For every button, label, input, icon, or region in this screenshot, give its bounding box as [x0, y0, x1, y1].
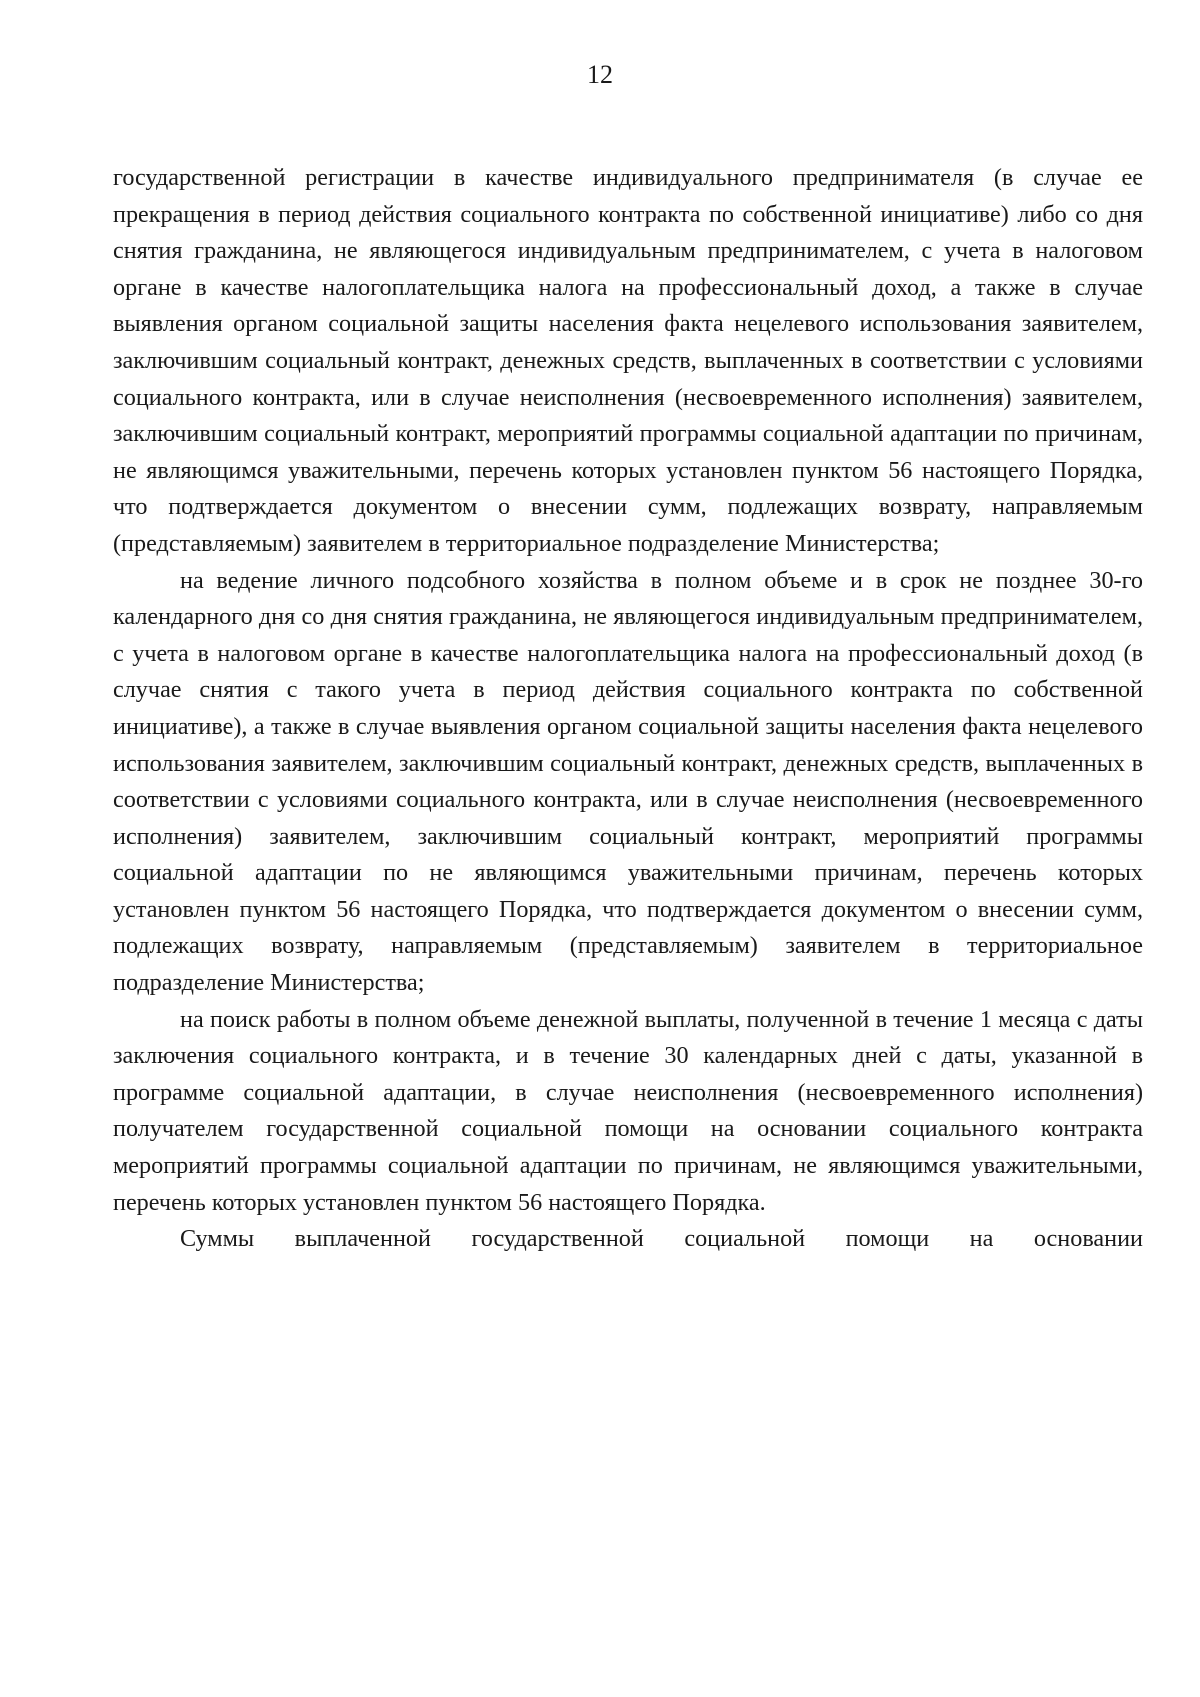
paragraph-personal-farming: на ведение личного подсобного хозяйства в полном объеме и в срок не позднее 30-го календарного дня со дня снятия гражданина, не являющегося индивидуальным предпринимателем, с учета в налоговом органе в качестве налогоплательщика налога на профессиональный доход (в случае снятия с такого учета в период действия социального контракта по собственной инициативе), а также в случае выявления органом социальной защиты населения факта нецелевого использования заявителем, заключившим социальный контракт, денежных средств, выплаченных в соответствии с условиями социального контракта, или в случае неисполнения (несвоевременного исполнения) заявителем, заключившим социальный контракт, мероприятий программы социальной адаптации по не являющимся уважительными причинам, перечень которых установлен пунктом 56 настоящего Порядка, что подтверждается документом о внесении сумм, подлежащих возврату, направляемым (представляемым) заявителем в территориальное подразделение Министерства; [113, 566, 1143, 997]
page-number: 12 [587, 60, 613, 89]
paragraph-amounts: Суммы выплаченной государственной социальной помощи на основании [180, 1225, 1143, 1253]
document-body [113, 160, 1143, 1258]
paragraph-job-search: на поиск работы в полном объеме денежной выплаты, полученной в течение 1 месяца с даты заключения социального контракта, и в течение 30 календарных дней с даты, указанной в программе социальной адаптации, в случае неисполнения (несвоевременного исполнения) получателем государственной социальной помощи на основании социального контракта мероприятий программы социальной адаптации по причинам, не являющимся уважительными, перечень которых установлен пунктом 56 настоящего Порядка. [113, 1005, 1143, 1216]
paragraph-continuation: государственной регистрации в качестве индивидуального предпринимателя (в случае ее прекращения в период действия социального контракта по собственной инициативе) либо со дня снятия гражданина, не являющегося индивидуальным предпринимателем, с учета в налоговом органе в качестве налогоплательщика налога на профессиональный доход, а также в случае выявления органом социальной защиты населения факта нецелевого использования заявителем, заключившим социальный контракт, денежных средств, выплаченных в соответствии с условиями социального контракта, или в случае неисполнения (несвоевременного исполнения) заявителем, заключившим социальный контракт, мероприятий программы социальной адаптации по причинам, не являющимся уважительными, перечень которых установлен пунктом 56 настоящего Порядка, что подтверждается документом о внесении сумм, подлежащих возврату, направляемым (представляемым) заявителем в территориальное подразделение Министерства; [113, 164, 1143, 557]
